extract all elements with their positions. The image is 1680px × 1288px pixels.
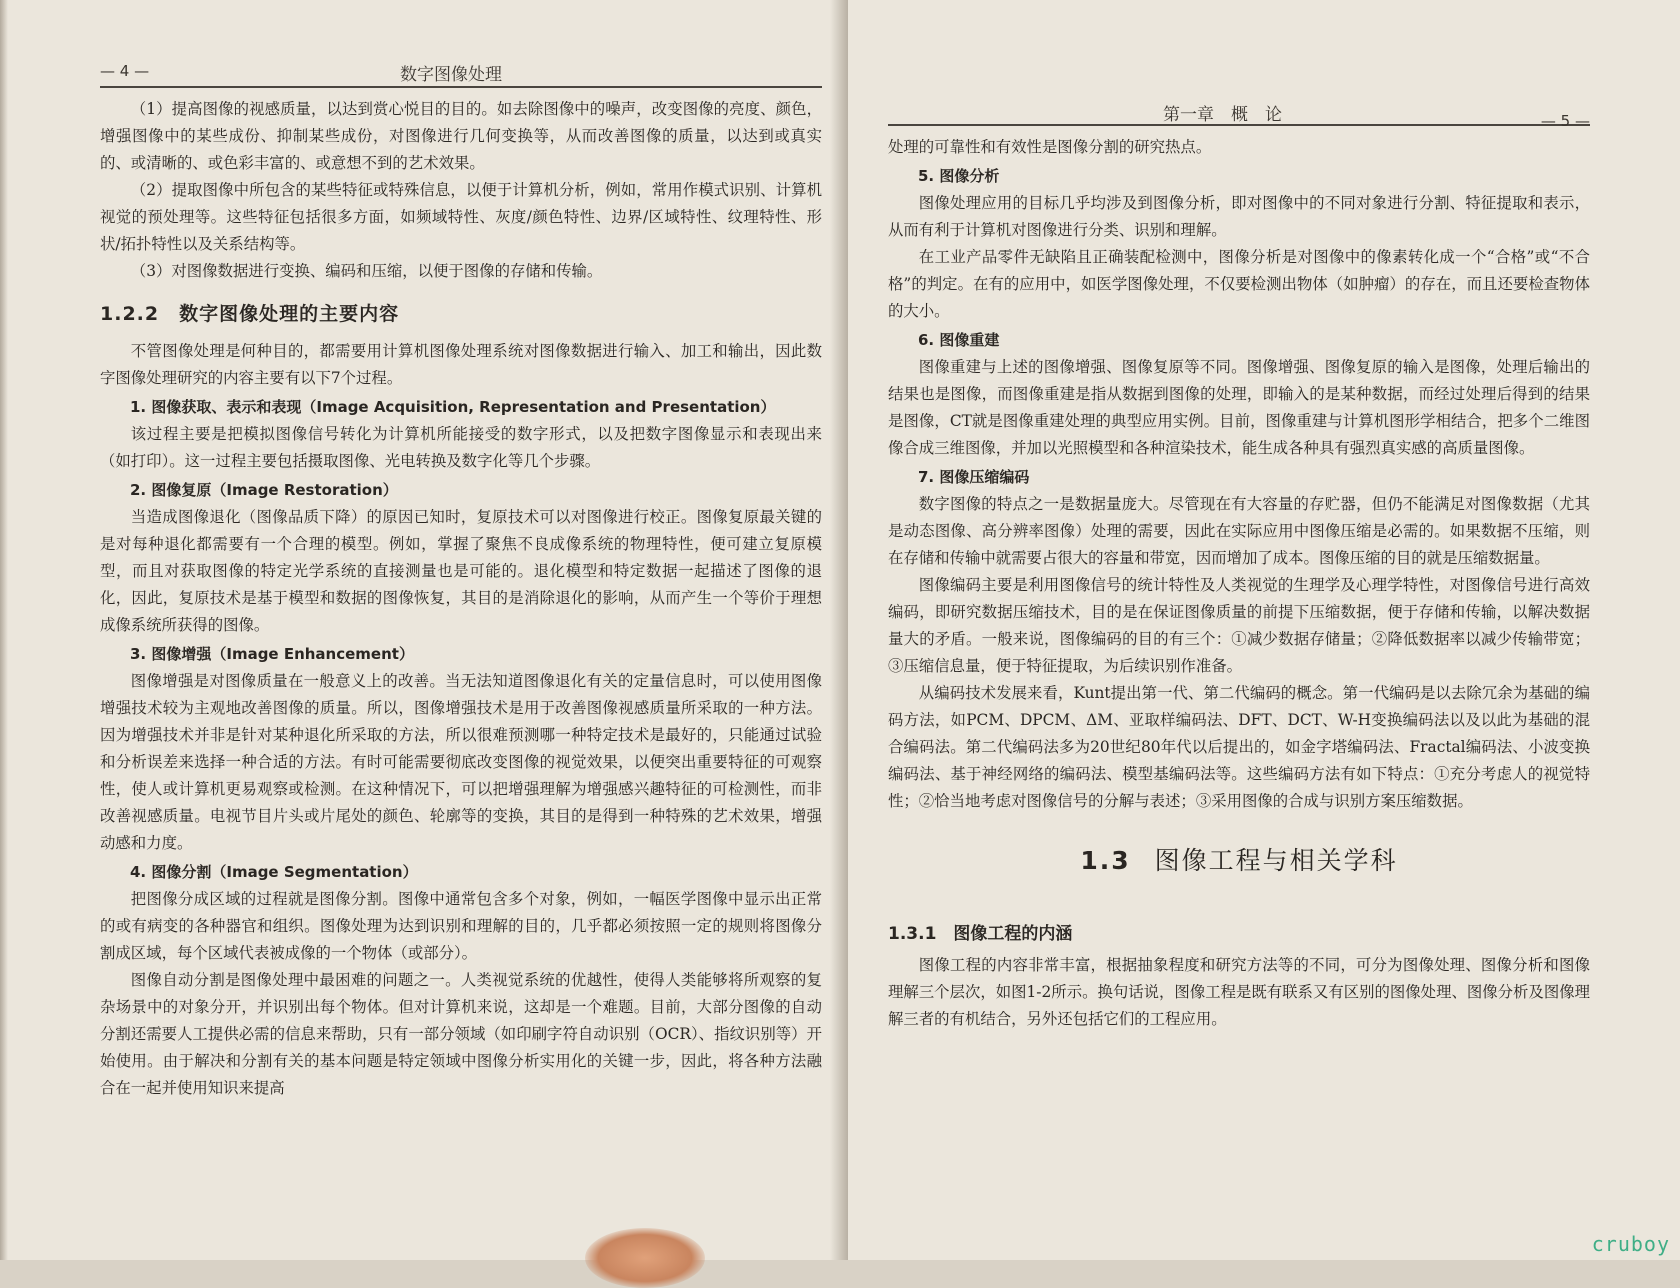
body-paragraph: 把图像分成区域的过程就是图像分割。图像中通常包含多个对象，例如，一幅医学图像中显示出正常的或有病变的各种器官和组织。图像处理为达到识别和理解的目的，几乎都必须按照一定的规则将图像分割成区域，每个区域代表被成像的一个物体（或部分）。 [100,890,822,962]
watermark: cruboy [1591,1232,1670,1256]
left-page [0,0,848,1260]
body-paragraph: 图像处理应用的目标几乎均涉及到图像分析，即对图像中的不同对象进行分割、特征提取和表示，从而有利于计算机对图像进行分类、识别和理解。 [888,194,1590,239]
major-section-heading [888,841,1590,877]
intro-paragraph: （2）提取图像中所包含的某些特征或特殊信息，以便于计算机分析，例如，常用作模式识别、计算机视觉的预处理等。这些特征包括很多方面，如频域特性、灰度/颜色特性、边界/区域特性、纹理特性、形状/拓扑特性以及关系结构等。 [100,181,822,253]
item-heading: 1. 图像获取、表示和表现（Image Acquisition, Representation and Presentation） [130,398,776,416]
item-heading: 4. 图像分割（Image Segmentation） [130,863,418,881]
body-paragraph: 当造成图像退化（图像品质下降）的原因已知时，复原技术可以对图像进行校正。图像复原最关键的是对每种退化都需要有一个合理的模型。例如，掌握了聚焦不良成像系统的物理特性，便可建立复原模型，而且对获取图像的特定光学系统的直接测量也是可能的。退化模型和特定数据一起描述了图像的退化，因此，复原技术是基于模型和数据的图像恢复，其目的是消除退化的影响，从而产生一个等价于理想成像系统所获得的图像。 [100,508,822,634]
item-heading: 6. 图像重建 [918,331,1000,349]
intro-paragraph: （3）对图像数据进行变换、编码和压缩，以便于图像的存储和传输。 [130,262,603,280]
left-header-rule [100,86,822,88]
thumb [585,1228,705,1288]
book-title: 数字图像处理 [400,65,502,85]
body-paragraph: 图像重建与上述的图像增强、图像复原等不同。图像增强、图像复原的输入是图像，处理后输出的结果也是图像，而图像重建是指从数据到图像的处理，即输入的是某种数据，而经过处理后得到的结果是图像，CT就是图像重建处理的典型应用实例。目前，图像重建与计算机图形学相结合，把多个二维图像合成三维图像，并加以光照模型和各种渲染技术，能生成各种具有强烈真实感的高质量图像。 [888,358,1590,457]
major-section-number: 1.3 [1080,846,1131,875]
major-section-title: 图像工程与相关学科 [1154,846,1398,875]
body-paragraph: 从编码技术发展来看，Kunt提出第一代、第二代编码的概念。第一代编码是以去除冗余为基础的编码方法，如PCM、DPCM、ΔM、亚取样编码法、DFT、DCT、W-H变换编码法以及以此为基础的混合编码法。第二代编码法多为20世纪80年代以后提出的，如金字塔编码法、Fractal编码法、小波变换编码法、基于神经网络的编码法、模型基编码法等。这些编码方法有如下特点：①充分考虑人的视觉特性；②恰当地考虑对图像信号的分解与表述；③采用图像的合成与识别方案压缩数据。 [888,684,1590,810]
item-heading: 3. 图像增强（Image Enhancement） [130,645,414,663]
intro-paragraph: （1）提高图像的视感质量，以达到赏心悦目的目的。如去除图像中的噪声，改变图像的亮度、颜色，增强图像中的某些成份、抑制某些成份，对图像进行几何变换等，从而改善图像的质量，以达到或真实的、或清晰的、或色彩丰富的、或意想不到的艺术效果。 [100,100,822,172]
body-paragraph: 在工业产品零件无缺陷且正确装配检测中，图像分析是对图像中的像素转化成一个“合格”或“不合格”的判定。在有的应用中，如医学图像处理，不仅要检测出物体（如肿瘤）的存在，而且还要检查物体的大小。 [888,248,1590,320]
section-title: 1.2.2 数字图像处理的主要内容 [100,303,400,325]
chapter-title: 第一章 概 论 [1163,105,1282,125]
body-paragraph: 该过程主要是把模拟图像信号转化为计算机所能接受的数字形式，以及把数字图像显示和表现出来（如打印）。这一过程主要包括摄取图像、光电转换及数字化等几个步骤。 [100,425,822,470]
item-heading: 7. 图像压缩编码 [918,468,1030,486]
right-page [848,0,1680,1260]
left-page-number: — 4 — [100,62,150,80]
body-paragraph: 图像工程的内容非常丰富，根据抽象程度和研究方法等的不同，可分为图像处理、图像分析和图像理解三个层次，如图1-2所示。换句话说，图像工程是既有联系又有区别的图像处理、图像分析及图像理解三者的有机结合，另外还包括它们的工程应用。 [888,956,1590,1028]
body-paragraph: 图像增强是对图像质量在一般意义上的改善。当无法知道图像退化有关的定量信息时，可以使用图像增强技术较为主观地改善图像的质量。所以，图像增强技术是用于改善图像视感质量所采取的一种方法。因为增强技术并非是针对某种退化所采取的方法，所以很难预测哪一种特定技术是最好的，只能通过试验和分析误差来选择一种合适的方法。有时可能需要彻底改变图像的视觉效果，以便突出重要特征的可观察性，使人或计算机更易观察或检测。在这种情况下，可以把增强理解为增强感兴趣特征的可检测性，而非改善视感质量。电视节目片头或片尾处的颜色、轮廓等的变换，其目的是得到一种特殊的艺术效果，增强动感和力度。 [100,672,822,852]
body-paragraph: 图像自动分割是图像处理中最困难的问题之一。人类视觉系统的优越性，使得人类能够将所观察的复杂场景中的对象分开，并识别出每个物体。但对计算机来说，这却是一个难题。目前，大部分图像的自动分割还需要人工提供必需的信息来帮助，只有一部分领域（如印刷字符自动识别（OCR）、指纹识别等）开始使用。由于解决和分割有关的基本问题是特定领域中图像分析实用化的关键一步，因此，将各种方法融合在一起并使用知识来提高 [100,971,822,1097]
body-paragraph: 数字图像的特点之一是数据量庞大。尽管现在有大容量的存贮器，但仍不能满足对图像数据（尤其是动态图像、高分辨率图像）处理的需要，因此在实际应用中图像压缩是必需的。如果数据不压缩，则在存储和传输中就需要占很大的容量和带宽，因而增加了成本。图像压缩的目的就是压缩数据量。 [888,495,1590,567]
item-heading: 2. 图像复原（Image Restoration） [130,481,398,499]
continuation-text: 处理的可靠性和有效性是图像分割的研究热点。 [888,138,1212,156]
item-heading: 5. 图像分析 [918,167,1000,185]
section-intro: 不管图像处理是何种目的，都需要用计算机图像处理系统对图像数据进行输入、加工和输出，因此数字图像处理研究的内容主要有以下7个过程。 [100,342,822,387]
left-running-head [100,56,822,84]
body-paragraph: 图像编码主要是利用图像信号的统计特性及人类视觉的生理学及心理学特性，对图像信号进行高效编码，即研究数据压缩技术，目的是在保证图像质量的前提下压缩数据，便于存储和传输，以解决数据量大的矛盾。一般来说，图像编码的目的有三个：①减少数据存储量；②降低数据率以减少传输带宽；③压缩信息量，便于特征提取，为后续识别作准备。 [888,576,1590,675]
subsection-title: 1.3.1 图像工程的内涵 [888,924,1073,944]
right-running-head [888,92,1590,130]
right-page-number: — 5 — [1540,112,1590,130]
